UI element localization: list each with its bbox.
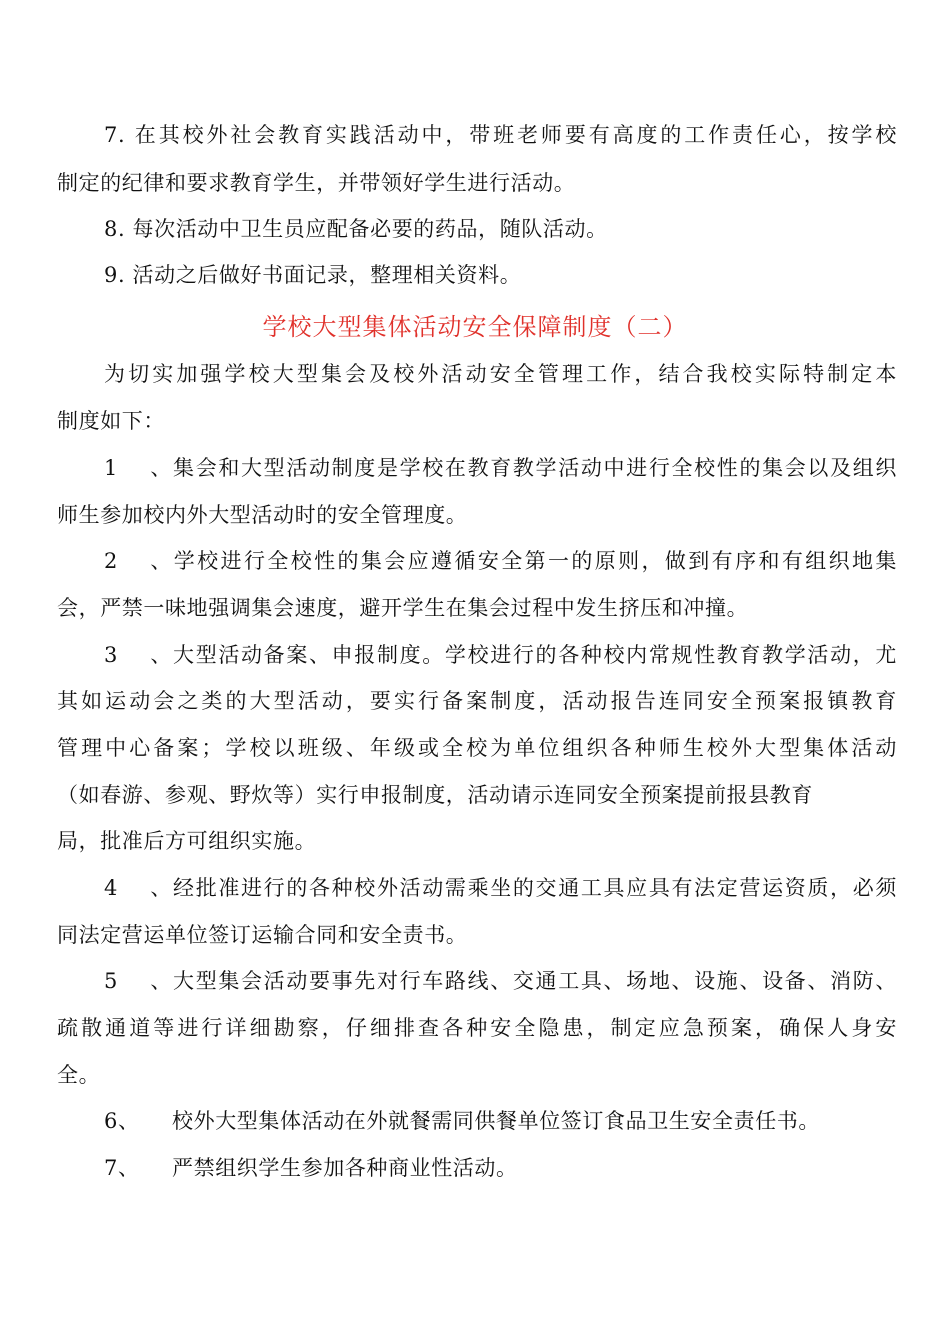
item-7-text-1: 严禁组织学生参加各种商业性活动。	[172, 1156, 518, 1180]
item-3-line-1	[104, 642, 897, 668]
item-2-line-1	[104, 548, 897, 574]
item-5-line-3: 全。	[57, 1063, 101, 1087]
item-1-line-2: 师生参加校内外大型活动时的安全管理度。	[57, 503, 468, 527]
item-1-text-1: 集会和大型活动制度是学校在教育教学活动中进行全校性的集会以及组织	[172, 456, 897, 480]
item-3-line-2: 其如运动会之类的大型活动，要实行备案制度，活动报告连同安全预案报镇教育	[57, 689, 897, 713]
item-4-number: 4、	[104, 876, 172, 900]
item-3-line-3: 管理中心备案；学校以班级、年级或全校为单位组织各种师生校外大型集体活动	[57, 736, 897, 760]
item-2-line-2: 会，严禁一味地强调集会速度，避开学生在集会过程中发生挤压和冲撞。	[57, 596, 749, 620]
item-4-text-1: 经批准进行的各种校外活动需乘坐的交通工具应具有法定营运资质，必须	[172, 876, 897, 900]
item-4-line-1	[104, 875, 897, 901]
item-7-number: 7、	[104, 1156, 140, 1180]
item-6-text-1: 校外大型集体活动在外就餐需同供餐单位签订食品卫生安全责任书。	[172, 1109, 820, 1133]
intro-line-1: 为切实加强学校大型集会及校外活动安全管理工作，结合我校实际特制定本	[104, 362, 897, 386]
item-6-number: 6、	[104, 1109, 140, 1133]
item-5-number: 5、	[104, 969, 172, 993]
item-4-line-2: 同法定营运单位签订运输合同和安全责书。	[57, 923, 468, 947]
prior-item-7-line-1: 7. 在其校外社会教育实践活动中，带班老师要有高度的工作责任心，按学校	[104, 123, 897, 147]
item-3-line-5: 局，批准后方可组织实施。	[57, 829, 317, 853]
item-1-line-1	[104, 455, 897, 481]
item-2-number: 2、	[104, 549, 172, 573]
item-5-text-1: 大型集会活动要事先对行车路线、交通工具、场地、设施、设备、消防、	[172, 969, 897, 993]
item-2-text-1: 学校进行全校性的集会应遵循安全第一的原则，做到有序和有组织地集	[172, 549, 897, 573]
item-6-line-1	[104, 1108, 897, 1134]
item-3-text-1: 大型活动备案、申报制度。学校进行的各种校内常规性教育教学活动，尤	[172, 643, 897, 667]
item-3-number: 3、	[104, 643, 172, 667]
prior-item-8: 8. 每次活动中卫生员应配备必要的药品，随队活动。	[104, 217, 608, 241]
prior-item-7-line-2: 制定的纪律和要求教育学生，并带领好学生进行活动。	[57, 171, 576, 195]
item-5-line-1	[104, 968, 897, 994]
item-7-line-1	[104, 1155, 897, 1181]
item-5-line-2: 疏散通道等进行详细勘察，仔细排查各种安全隐患，制定应急预案，确保人身安	[57, 1016, 897, 1040]
section-title: 学校大型集体活动安全保障制度（二）	[262, 313, 688, 341]
item-1-number: 1、	[104, 456, 172, 480]
intro-line-2: 制度如下：	[57, 409, 165, 433]
item-3-line-4: （如春游、参观、野炊等）实行申报制度，活动请示连同安全预案提前报县教育	[57, 783, 813, 807]
prior-item-9: 9. 活动之后做好书面记录，整理相关资料。	[104, 263, 522, 287]
